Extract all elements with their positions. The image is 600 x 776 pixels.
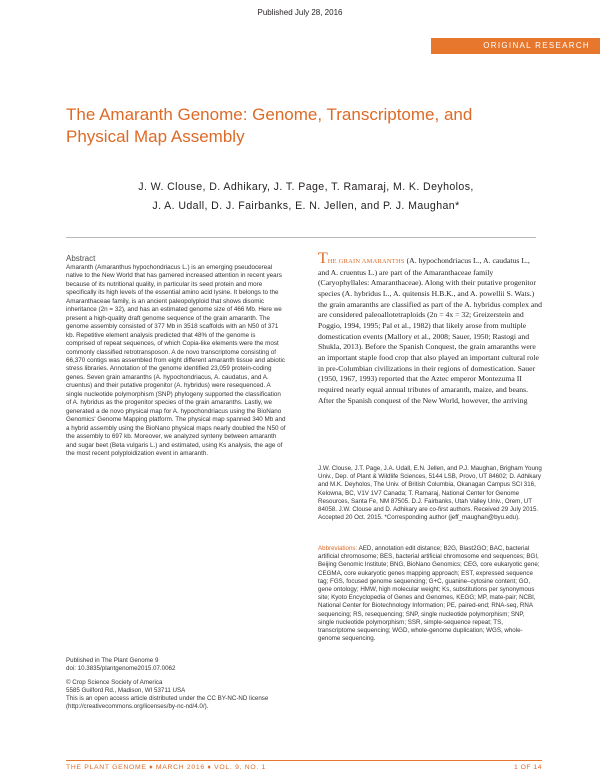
address-line: 5585 Guilford Rd., Madison, WI 53711 USA — [66, 687, 186, 695]
doi-line: doi: 10.3835/plantgenome2015.07.0062 — [66, 665, 176, 673]
published-date: Published July 28, 2016 — [257, 8, 343, 17]
author-list — [66, 178, 546, 216]
abbreviations-section — [318, 545, 542, 643]
footer-page-number: 1 OF 14 — [513, 764, 542, 771]
journal-line: Published in The Plant Genome 9 — [66, 657, 159, 664]
lead-in-caps: HE GRAIN AMARANTHS — [327, 258, 405, 265]
copyright-line: © Crop Science Society of America — [66, 679, 163, 687]
introduction-paragraph — [318, 250, 542, 406]
drop-cap: T — [318, 250, 328, 267]
abstract-heading: Abstract — [66, 254, 96, 263]
abstract-section — [66, 254, 286, 458]
article-title: The Amaranth Genome: Genome, Transcriptome, and Physical Map Assembly — [66, 105, 473, 146]
abstract-text: Amaranth (Amaranthus hypochondriacus L.) is an emerging pseudocereal native to the New World that has garnered increased attention in recent years because of its nutritional quality, in particular its seed protein and more specifically its high levels of the essential amino acid lysine. It belongs to the Amaranthaceae family, is an ancient paleopolyploid that shows disomic inheritance (2n = 32), and has an estimated genome size of 466 Mb. Here we present a high-quality draft genome sequence of the grain amaranth. The genome assembly consisted of 377 Mb in 3518 scaffolds with an N50 of 371 kb. Repetitive element analysis predicted that 48% of the genome is comprised of repeat sequences, of which Copia-like elements were the most commonly classified retrotransposon. A de novo transcriptome consisting of 66,370 contigs was assembled from eight different amaranth tissue and abiotic stress libraries. Annotation of the genome identified 23,059 protein-coding genes. Seven grain amaranths (A. hypochondriacus, A. caudatus, and A. cruentus) and their putative progenitor (A. hybridus) were resequenced. A single nucleotide polymorphism (SNP) phylogeny supported the classification of A. hybridus as the progenitor species of the grain amaranths. Lastly, we generated a de novo physical map for A. hypochondriacus using the BioNano Genomics' Genome Mapping platform. The physical map spanned 340 Mb and a hybrid assembly using the BioNano physical maps nearly doubled the N50 of the assembly to 697 kb. Moreover, we analyzed synteny between amaranth and sugar beet (Beta vulgaris L.) and estimated, using Ks analysis, the age of the most recent polyploidization event in amaranth. — [66, 264, 286, 457]
introduction-text: (A. hypochondriacus L., A. caudatus L., and A. cruentus L.) are part of the Amaranthaceae family (Caryophyllales: Amaranthaceae). Along with their putative progenitor species (A. hybridus L., A. quitensis H.B.K., and A. powellii S. Wats.) the grain amaranths are classified as part of the A. hybridus complex and are considered paleoallotetraploids (2n = 4x = 32; Greizerstein and Poggio, 1994, 1995; Pal et al., 1982) that likely arose from multiple domestication events (Mallory et al., 2008; Sauer, 1950; Rastogi and Shukla, 2013). Before the Spanish Conquest, the grain amaranths were an important staple food crop that also played an important cultural role in pre-Columbian civilizations in their regions of domestication. Sauer (1950, 1967, 1993) reported that the Aztec emperor Montezuma II required nearly equal annual tributes of amaranth, maize, and beans. After the Spanish conquest of the New World, however, the arriving — [318, 256, 542, 405]
license-text: This is an open access article distributed under the CC BY-NC-ND license (http://creativecommons.org/licenses/by-nc-nd/4.0/). — [66, 695, 269, 711]
publication-info — [66, 657, 286, 712]
abbreviations-text: AED, annotation edit distance; B2G, Blast2GO; BAC, bacterial artificial chromosome; BES, bacterial artificial chromosome end sequences; BGI, Beijing Genomic Institute; BNG, BioNano Genomics; CEG, core eukaryotic gene; CEGMA, core eukaryotic genes mapping approach; EST, expressed sequence tag; FGS, focused genome sequencing; G+C, guanine–cytosine content; GO, gene ontology; HMW, high molecular weight; Ks, substitutions per synonymous site; Kyoto Encyclopedia of Genes and Genomes, KEGG; MP, mate-pair; NCBI, National Center for Biotechnology Information; PE, paired-end; RNA-seq, RNA sequencing; RS, resequencing; SNP, single nucleotide polymorphism; SNP, single nucleotide polymorphism; SSR, simple-sequence repeat; TS, transcriptome sequencing; WGD, whole-genome duplication; WGS, whole-genome sequencing. — [318, 545, 540, 643]
authors-line-1: J. W. Clouse, D. Adhikary, J. T. Page, T. Ramaraj, M. K. Deyholos, — [138, 181, 474, 193]
title-divider — [66, 237, 536, 238]
section-banner: ORIGINAL RESEARCH — [431, 38, 600, 54]
author-affiliations: J.W. Clouse, J.T. Page, J.A. Udall, E.N. Jellen, and P.J. Maughan, Brigham Young Univ., Dep. of Plant & Wildlife Sciences, 5144 LSB, Provo, UT 84602; D. Adhikary and M.K. Deyholos, The Univ. of British Columbia, Okanagan Campus SCI 316, Kelowna, BC, V1V 1V7 Canada; T. Ramaraj, National Center for Genome Resources, Santa Fe, NM 87505. D.J. Fairbanks, Utah Valley Univ., Orem, UT 84058. J.W. Clouse and D. Adhikary are co-first authors. Received 29 July 2015. Accepted 20 Oct. 2015. *Corresponding author (jeff_maughan@byu.edu). — [318, 465, 542, 522]
abbreviations-heading: Abbreviations: — [318, 545, 358, 552]
footer-divider — [66, 760, 542, 761]
footer-journal: THE PLANT GENOME ♦ MARCH 2016 ♦ VOL. 9, NO. 1 — [66, 764, 266, 771]
authors-line-2: J. A. Udall, D. J. Fairbanks, E. N. Jellen, and P. J. Maughan* — [152, 200, 460, 212]
